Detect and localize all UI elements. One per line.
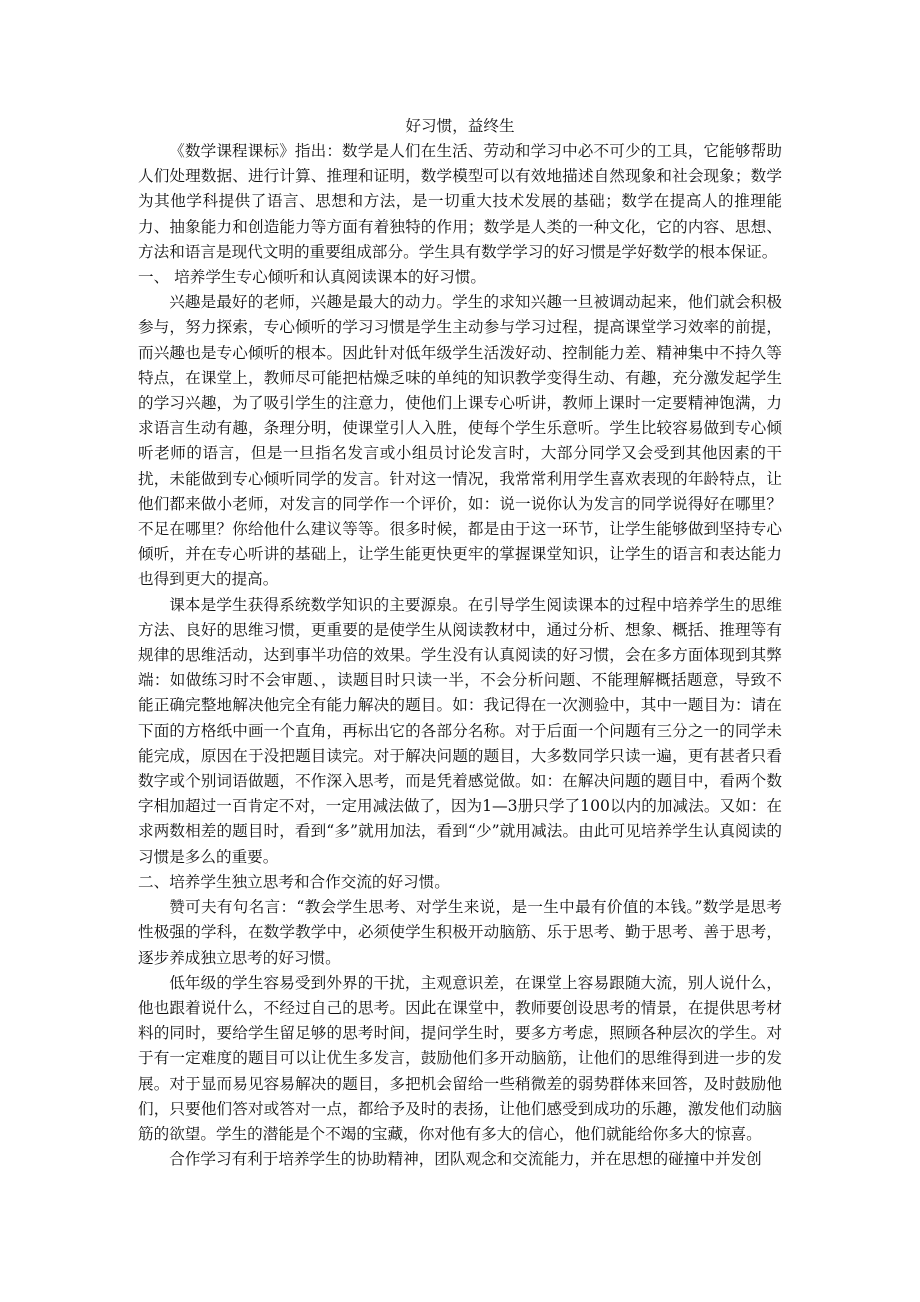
document-title: 好习惯，益终生 xyxy=(405,117,515,135)
paragraph-interest: 兴趣是最好的老师，兴趣是最大的动力。学生的求知兴趣一旦被调动起来，他们就会积极参与，努力探索，专心倾听的学习习惯是学生主动参与学习过程，提高课堂学习效率的前提，而兴趣也是专心倾听的根本。因此针对低年级学生活泼好动、控制能力差、精神集中不持久等特点，在课堂上，教师尽可能把枯燥乏味的单纯的知识教学变得生动、有趣，充分激发起学生的学习兴趣，为了吸引学生的注意力，使他们上课专心听讲，教师上课时一定要精神饱满，力求语言生动有趣，条理分明，使课堂引人入胜，使每个学生乐意听。学生比较容易做到专心倾听老师的语言，但是一旦指名发言或小组员讨论发言时，大部分同学又会受到其他因素的干扰，未能做到专心倾听同学的发言。针对这一情况，我常常利用学生喜欢表现的年龄特点，让他们都来做小老师，对发言的同学作一个评价，如：说一说你认为发言的同学说得好在哪里？不足在哪里？你给他什么建议等等。很多时候，都是由于这一环节，让学生能够做到坚持专心倾听，并在专心听讲的基础上，让学生能更快更牢的掌握课堂知识，让学生的语言和表达能力也得到更大的提高。 xyxy=(138,293,782,589)
paragraph-quote: 赞可夫有句名言：“教会学生思考、对学生来说，是一生中最有价值的本钱。”数学是思考性极强的学科，在数学教学中，必须使学生积极开动脑筋、乐于思考、勤于思考、善于思考，逐步养成独立思考的好习惯。 xyxy=(138,898,782,967)
section-heading-2: 二、培养学生独立思考和合作交流的好习惯。 xyxy=(138,872,450,891)
document-page xyxy=(138,110,782,1172)
section-heading-1: 一、 培养学生专心倾听和认真阅读课本的好习惯。 xyxy=(138,268,487,287)
paragraph-lower-grades: 低年级的学生容易受到外界的干扰，主观意识差，在课堂上容易跟随大流，别人说什么，他也跟着说什么，不经过自己的思考。因此在课堂中，教师要创设思考的情景，在提供思考材料的同时，要给学生留足够的思考时间，提问学生时，要多方考虑，照顾各种层次的学生。对于有一定难度的题目可以让优生多发言，鼓励他们多开动脑筋，让他们的思维得到进一步的发展。对于显而易见容易解决的题目，多把机会留给一些稍微差的弱势群体来回答，及时鼓励他们，只要他们答对或答对一点，都给予及时的表扬，让他们感受到成功的乐趣，激发他们动脑筋的欲望。学生的潜能是个不竭的宝藏，你对他有多大的信心，他们就能给你多大的惊喜。 xyxy=(138,973,782,1143)
paragraph-intro: 《数学课程课标》指出：数学是人们在生活、劳动和学习中必不可少的工具，它能够帮助人们处理数据、进行计算、推理和证明，数学模型可以有效地描述自然现象和社会现象；数学为其他学科提供了语言、思想和方法，是一切重大技术发展的基础；数学在提高人的推理能力、抽象能力和创造能力等方面有着独特的作用；数学是人类的一种文化，它的内容、思想、方法和语言是现代文明的重要组成部分。学生具有数学学习的好习惯是学好数学的根本保证。 xyxy=(138,142,782,261)
paragraph-cooperation: 合作学习有利于培养学生的协助精神，团队观念和交流能力，并在思想的碰撞中并发创 xyxy=(169,1150,762,1169)
paragraph-textbook: 课本是学生获得系统数学知识的主要源泉。在引导学生阅读课本的过程中培养学生的思维方法、良好的思维习惯，更重要的是使学生从阅读教材中，通过分析、想象、概括、推理等有规律的思维活动，达到事半功倍的效果。学生没有认真阅读的好习惯，会在多方面体现到其弊端：如做练习时不会审题、，读题目时只读一半，不会分析问题、不能理解概括题意，导致不能正确完整地解决他完全有能力解决的题目。如：我记得在一次测验中，其中一题目为：请在下面的方格纸中画一个直角，再标出它的各部分名称。对于后面一个问题有三分之一的同学未能完成，原因在于没把题目读完。对于解决问题的题目，大多数同学只读一遍，更有甚者只看数字或个别词语做题，不作深入思考，而是凭着感觉做。如：在解决问题的题目中，看两个数字相加超过一百肯定不对，一定用减法做了，因为1—3册只学了100以内的加减法。又如：在求两数相差的题目时，看到“多”就用加法，看到“少”就用减法。由此可见培养学生认真阅读的习惯是多么的重要。 xyxy=(138,595,782,866)
